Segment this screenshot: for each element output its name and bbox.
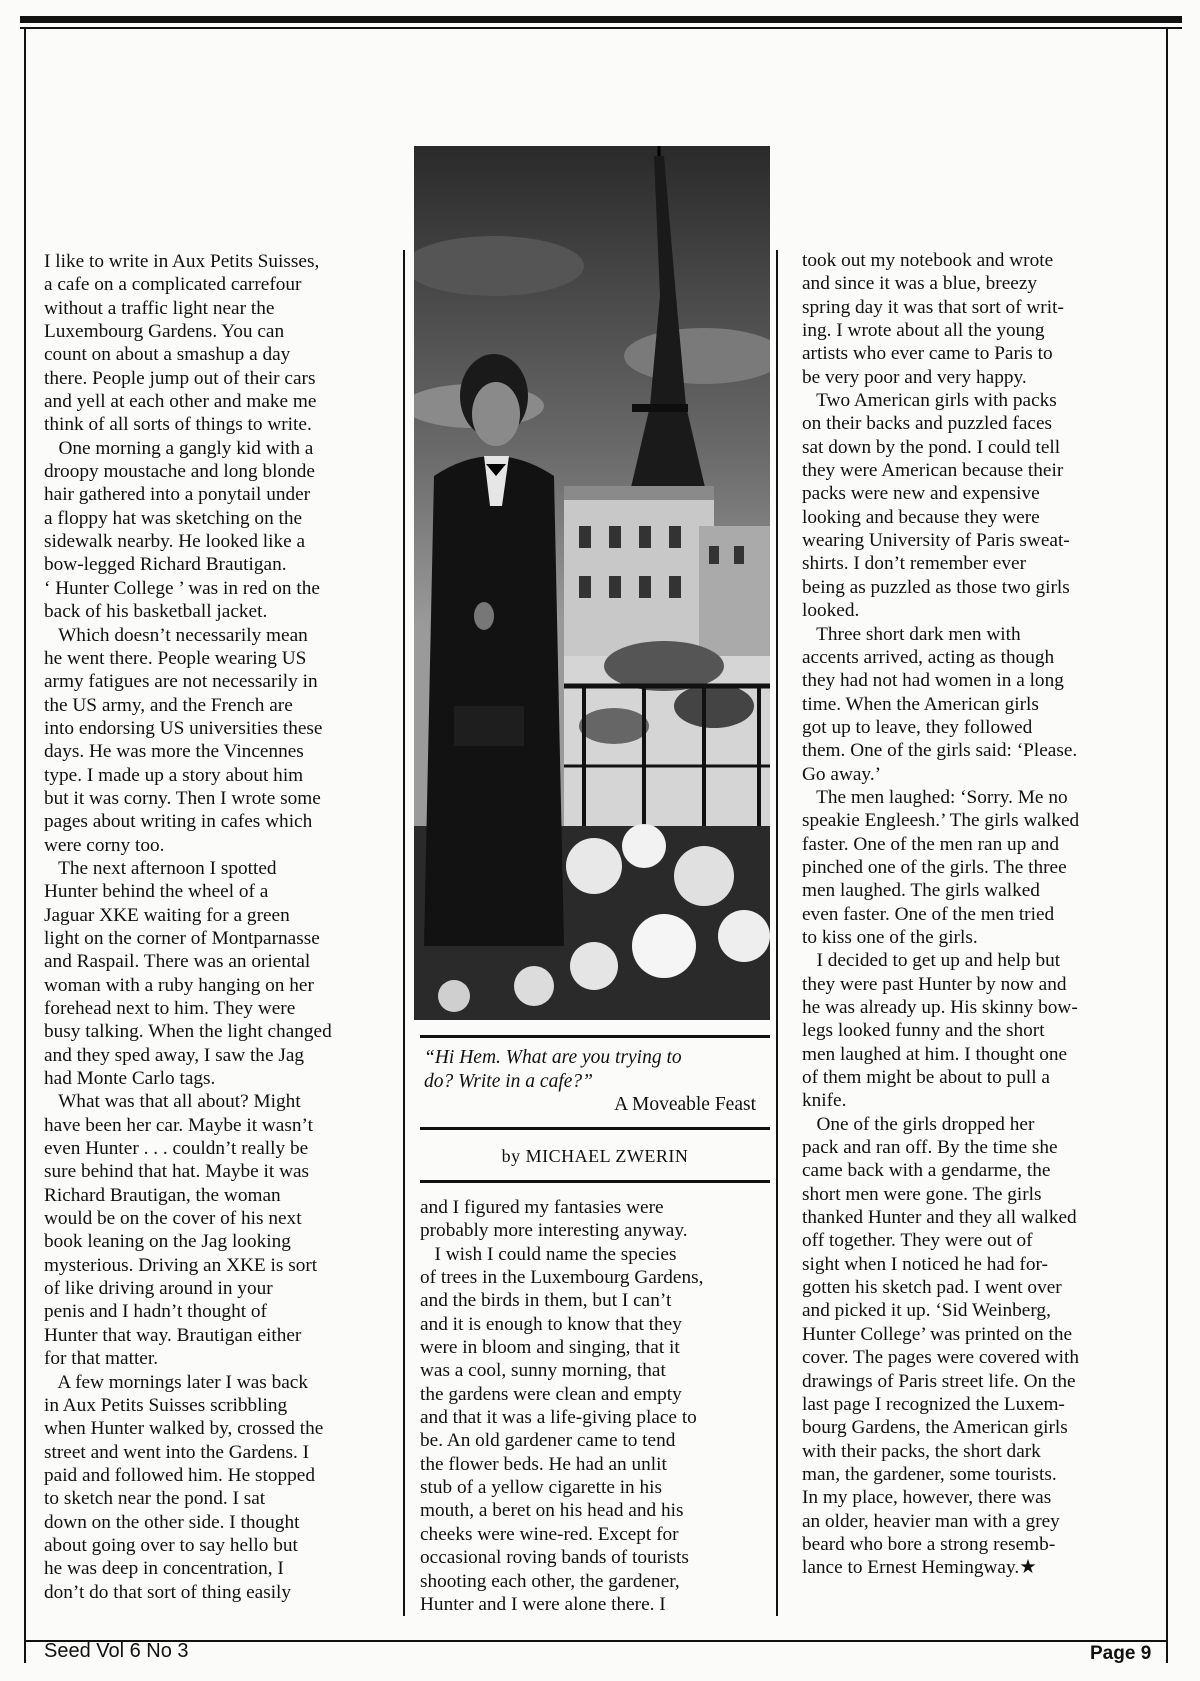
frame-bottom-rule	[24, 1640, 1168, 1642]
byline-rule-bottom	[420, 1180, 770, 1183]
column-divider-1	[403, 250, 405, 1616]
publication-issue: Seed Vol 6 No 3	[44, 1640, 189, 1662]
caption-rule-top	[420, 1035, 770, 1038]
top-rule-thin	[20, 27, 1182, 29]
caption-source: A Moveable Feast	[614, 1094, 756, 1115]
column-divider-2	[776, 250, 778, 1616]
article-column-2: and I figured my fantasies were probably more interesting anyway. I wish I could name the species of trees in the Luxembourg Gardens, and the birds in them, but I can’t and it is enough to know that they were in bloom and singing, that it was a cool, sunny morning, that the gardens were clean and empty and that it was a life-giving place to be. An old gardener came to tend the flower beds. He had an unlit stub of a yellow cigarette in his mouth, a beret on his head and his cheeks were wine-red. Except for occasional roving bands of tourists shooting each other, the gardener, Hunter and I were alone there. I	[420, 1197, 704, 1615]
frame-right-rule	[1166, 29, 1168, 1663]
illustration-drawing	[414, 146, 770, 1020]
illustration-hemingway-eiffel-tower	[414, 146, 770, 1020]
caption-rule-middle	[420, 1127, 770, 1130]
frame-left-rule	[24, 29, 26, 1663]
article-column-3: took out my notebook and wrote and since it was a blue, breezy spring day it was that sort of writ- ing. I wrote about all the young artists who ever came to Paris to be very poor and very happy. Two American girls with packs on their backs and puzzled faces sat down by the pond. I could tell they were American because their packs were new and expensive looking and because they were wearing University of Paris sweat- shirts. I don’t remember ever being as puzzled as those two girls looked. Three short dark men with accents arrived, acting as though they had not had women in a long time. When the American girls got up to leave, they followed them. One of the girls said: ‘Please. Go away.’ The men laughed: ‘Sorry. Me no speakie Engleesh.’ The girls walked faster. One of the men ran up and pinched one of the girls. The three men laughed. The girls walked even faster. One of the men tried to kiss one of the girls. I decided to get up and help but they were past Hunter by now and he was already up. His skinny bow- legs looked funny and the short men laughed at him. I thought one of them might be about to pull a knife. One of the girls dropped her pack and ran off. By the time she came back with a gendarme, the short men were gone. The girls thanked Hunter and they all walked off together. They were out of sight when I noticed he had for- gotten his sketch pad. I went over and picked it up. ‘Sid Weinberg, Hunter College’ was printed on the cover. The pages were covered with drawings of Paris street life. On the last page I recognized the Luxem- bourg Gardens, the American girls with their packs, the short dark man, the gardener, some tourists. In my place, however, there was an older, heavier man with a grey beard who bore a strong resemb- lance to Ernest Hemingway.★	[802, 250, 1080, 1579]
top-rule-thick	[20, 16, 1182, 23]
article-column-1: I like to write in Aux Petits Suisses, a cafe on a complicated carrefour without a traffic light near the Luxembourg Gardens. You can count on about a smashup a day there. People jump out of their cars and yell at each other and make me think of all sorts of things to write. One morning a gangly kid with a droopy moustache and long blonde hair gathered into a ponytail under a floppy hat was sketching on the sidewalk nearby. He looked like a bow-legged Richard Brautigan. ‘ Hunter College ’ was in red on the back of his basketball jacket. Which doesn’t necessarily mean he went there. People wearing US army fatigues are not necessarily in the US army, and the French are into endorsing US universities these days. He was more the Vincennes type. I made up a story about him but it was corny. Then I wrote some pages about writing in cafes which were corny too. The next afternoon I spotted Hunter behind the wheel of a Jaguar XKE waiting for a green light on the corner of Montparnasse and Raspail. There was an oriental woman with a ruby hanging on her forehead next to him. They were busy talking. When the light changed and they sped away, I saw the Jag had Monte Carlo tags. What was that all about? Might have been her car. Maybe it wasn’t even Hunter . . . couldn’t really be sure behind that hat. Maybe it was Richard Brautigan, the woman would be on the cover of his next book leaning on the Jag looking mysterious. Driving an XKE is sort of like driving around in your penis and I hadn’t thought of Hunter that way. Brautigan either for that matter. A few mornings later I was back in Aux Petits Suisses scribbling when Hunter walked by, crossed the street and went into the Gardens. I paid and followed him. He stopped to sketch near the pond. I sat down on the other side. I thought about going over to say hello but he was deep in concentration, I don’t do that sort of thing easily	[44, 251, 332, 1603]
page-number: Page 9	[1090, 1643, 1152, 1664]
author-byline: by MICHAEL ZWERIN	[501, 1146, 689, 1166]
caption-quote: “Hi Hem. What are you trying to do? Write in a cafe?”	[424, 1047, 682, 1092]
